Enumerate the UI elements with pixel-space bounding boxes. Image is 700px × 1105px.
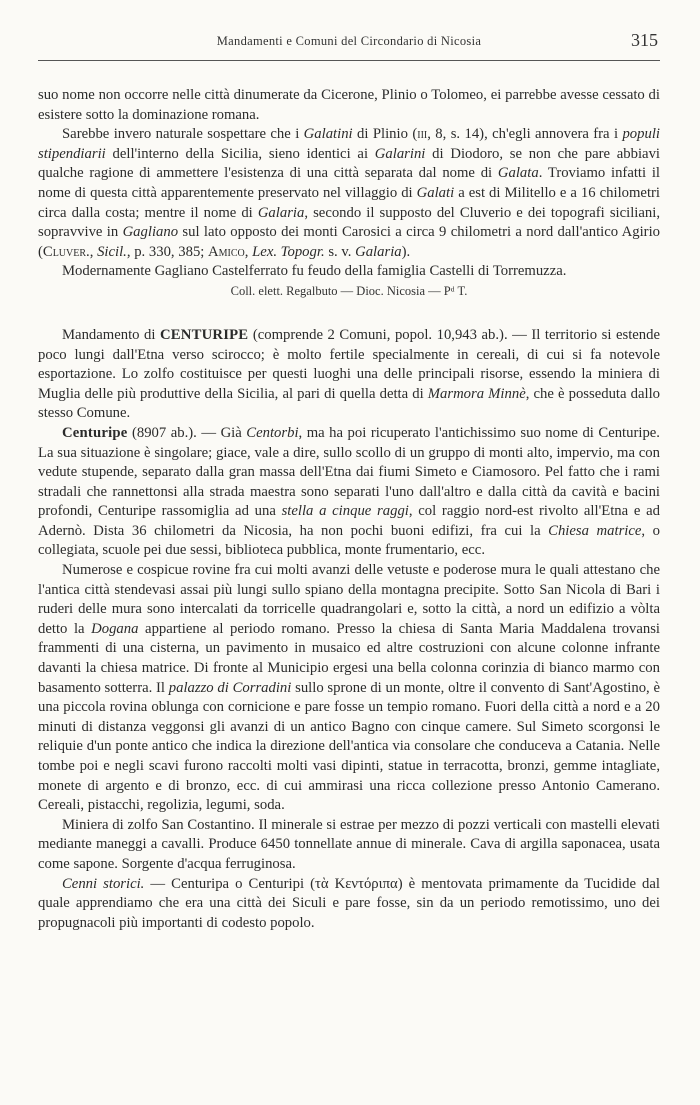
page-number: 315 — [631, 30, 658, 50]
paragraph-gagliano-feudo: Modernamente Gagliano Castelferrato fu feudo della famiglia Castelli di Torremuzza. — [62, 263, 567, 280]
page-header — [38, 30, 660, 61]
running-head: Mandamenti e Comuni del Circondario di Nicosia — [216, 34, 482, 48]
paragraph-mandamento-centuripe: Mandamento di CENTURIPE (comprende 2 Comuni, popol. 10,943 ab.). — Il territorio si estende poco lungi dall'Etna verso scirocco; è molto fertile specialmente in cereali, di cui si fa notevole esportazione. Lo zolfo costituisce per questi luoghi una delle principali risorse, essendo la miniera di Muglia delle più produttive della Sicilia, al pari di quella detta di Marmora Minnè, che è posseduta dallo stesso Comune. — [38, 326, 660, 422]
paragraph-miniera: Miniera di zolfo San Costantino. Il minerale si estrae per mezzo di pozzi verticali con mastelli elevati mediante maneggi a cavalli. Produce 6450 tonnellate annue di minerale. Cava di argilla saponacea, usata come sapone. Sorgente d'acqua ferruginosa. — [38, 816, 660, 872]
paragraph-rovine: Numerose e cospicue rovine fra cui molti avanzi delle vetuste e poderose mura le quali attestano che l'antica città stendevasi assai più lungi sullo spiano della montagna precipite. Sotto San Nicola di Bari i ruderi delle mura sono intercalati da torricelle quadrangolari e, sotto la città, a nord un edifizio a vòlta detto la Dogana appartiene al periodo romano. Presso la chiesa di Santa Maria Maddalena trovansi frammenti di una cisterna, un pavimento in musaico ed altre costruzioni con alcune colonne infrante davanti la chiesa matrice. Di fronte al Municipio ergesi una bella colonna corinzia di bianco marmo con basamento sotterra. Il palazzo di Corradini sullo sprone di un monte, oltre il convento di Sant'Agostino, è una piccola rovina oblunga con cornicione e pare fosse un tempio romano. Fuori della città a nord e a 20 minuti di distanza veggonsi gli avanzi di un antico Bagno con cinque camere. Sul Simeto scorgonsi le reliquie d'un ponte antico che indica la direzione dell'antica via consolare che conduceva a Catania. Nelle tombe poi e negli scavi furono raccolti molti vasi dipinti, statue in terracotta, bronzi, gemme intagliate, monete di argento e di bronzo, ecc. di cui ammirasi una ricca collezione presso Antonio Camerano. Cereali, pistacchi, regolizia, legumi, soda. — [38, 562, 661, 814]
paragraph-centuripe: Centuripe (8907 ab.). — Già Centorbi, ma ha poi ricuperato l'antichissimo suo nome di Centuripe. La sua situazione è singolare; giace, vale a dire, sullo scollo di un gruppo di monti alto, impervio, ma con vedute stupende, separato dalla gran massa dell'Etna dai fiumi Simeto e Ciamosoro. Pel fatto che i rami stradali che rannettonsi alla strada maestra sono separati l'uno dall'altro e dalla città da cavità e bacini profondi, Centuripe rassomiglia ad una stella a cinque raggi, col raggio nord-est rivolto all'Etna e ad Adernò. Dista 36 chilometri da Nicosia, ha non pochi buoni edifizi, fra cui la Chiesa matrice, o collegiata, scuole pei due sessi, biblioteca pubblica, monte frumentario, ecc. — [38, 424, 661, 559]
paragraph-galaria-intro: suo nome non occorre nelle città dinumerate da Cicerone, Plinio o Tolomeo, ei parrebbe avesse cessato di esistere sotto la dominazione romana. — [38, 87, 660, 123]
paragraph-galatini: Sarebbe invero naturale sospettare che i Galatini di Plinio (iii, 8, s. 14), ch'egli annovera fra i populi stipendiarii dell'interno della Sicilia, sieno identici ai Galarini di Diodoro, se non che pare abbiavi qualche ragione di ammettere l'esistenza di una città separata dal nome di Galata. Troviamo infatti il nome di questa città apparentemente preservato nel villaggio di Galati a est di Militello e a 16 chilometri circa dalla costa; mentre il nome di Galaria, secondo il supposto del Cluverio e dei topografi siciliani, sopravvive in Gagliano sul lato opposto dei monti Carosici a circa 9 chilometri a nord dall'antico Agirio (Cluver., Sicil., p. 330, 385; Amico, Lex. Topogr. s. v. Galaria). — [38, 126, 661, 260]
paragraph-cenni-storici: Cenni storici. — Centuripa o Centuripi (τὰ Κεντόριπα) è mentovata primamente da Tucidide dal quale apprendiamo che era una città dei Siculi e pare fosse, sin da un periodo remotissimo, uno dei propugnacoli più importanti di codesto popolo. — [38, 875, 660, 931]
page-body — [38, 86, 660, 933]
section-gap — [38, 300, 660, 326]
collegio-diocesi-note: Coll. elett. Regalbuto — Dioc. Nicosia — Pᵈ T. — [230, 283, 468, 298]
